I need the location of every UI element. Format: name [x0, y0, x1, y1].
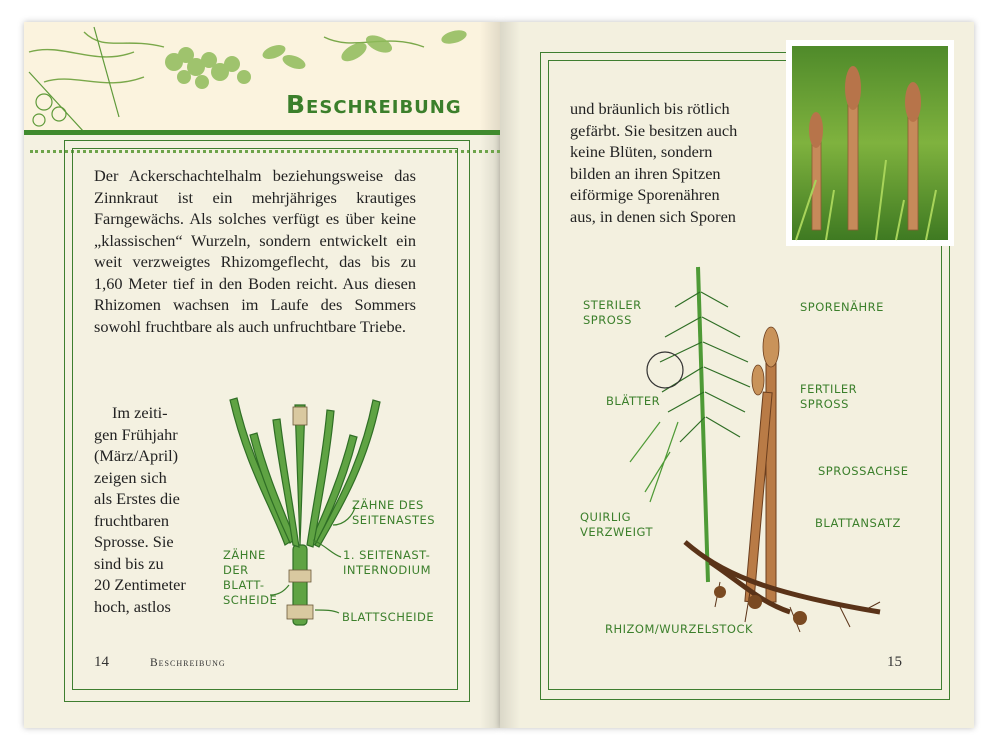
paragraph-1 — [94, 165, 416, 337]
paragraph-2 — [94, 402, 214, 617]
line-7: Sprosse. Sie — [94, 532, 174, 551]
line-10: hoch, astlos — [94, 596, 171, 616]
label-quirlig-verzweigt: QUIRLIG VERZWEIGT — [580, 510, 654, 539]
line-9: 20 Zentimeter — [94, 575, 186, 594]
label-seitenast-internodium: 1. SEITENAST-INTERNODIUM — [343, 548, 432, 577]
right-line-3: keine Blüten, sondern — [570, 142, 713, 161]
right-line-6: aus, in denen sich Sporen — [570, 206, 736, 226]
right-line-2: gefärbt. Sie besitzen auch — [570, 120, 738, 140]
label-steriler-spross: STERILER SPROSS — [583, 298, 642, 327]
line-5: als Erstes die — [94, 489, 180, 508]
line-6: fruchtbaren — [94, 510, 170, 530]
line-3: (März/April) — [94, 446, 179, 465]
page-number-left: 14 — [94, 654, 109, 670]
label-blattscheide: BLATTSCHEIDE — [342, 610, 435, 624]
label-rhizom: RHIZOM/WURZELSTOCK — [605, 622, 754, 636]
page-number-right: 15 — [887, 654, 902, 670]
label-blaetter: BLÄTTER — [606, 394, 661, 408]
label-sprossachse: SPROSSACHSE — [818, 464, 909, 478]
right-line-4: bilden an ihren Spitzen — [570, 163, 721, 183]
line-2: gen Frühjahr — [94, 424, 178, 444]
section-title: Beschreibung — [286, 90, 462, 119]
right-line-5: eiförmige Sporenähren — [570, 185, 720, 204]
right-paragraph — [570, 98, 780, 227]
label-sporenaehre: SPORENÄHRE — [800, 300, 884, 314]
label-fertiler-spross: FERTILER SPROSS — [800, 382, 858, 411]
label-zaehne-blattscheide: ZÄHNE DER BLATT-SCHEIDE — [223, 548, 278, 607]
header-rule — [24, 130, 500, 135]
label-zaehne-seitenast: ZÄHNE DES SEITENASTES — [352, 498, 436, 527]
line-1: Im zeiti- — [112, 403, 168, 422]
horsetail-photo — [786, 40, 954, 246]
right-line-1: und bräunlich bis rötlich — [570, 99, 730, 118]
line-4: zeigen sich — [94, 467, 167, 487]
footer-label: Beschreibung — [150, 657, 226, 669]
line-8: sind bis zu — [94, 553, 164, 573]
label-blattansatz: BLATTANSATZ — [815, 516, 901, 530]
paragraph-1-text: Der Ackerschachtelhalm beziehungsweise das Zinnkraut ist ein mehrjähriges krautiges Farngewächs. Als solches verfügt es über keine „klassischen“ Wurzeln, sondern entwickelt ein weit verzweigtes Rhizomgeflecht, das bis zu 1,60 Meter tief in den Boden reicht. Aus diesen Rhizomen wachsen im Laufe des Sommers sowohl fruchtbare als auch unfruchtbare Triebe. — [94, 166, 416, 336]
